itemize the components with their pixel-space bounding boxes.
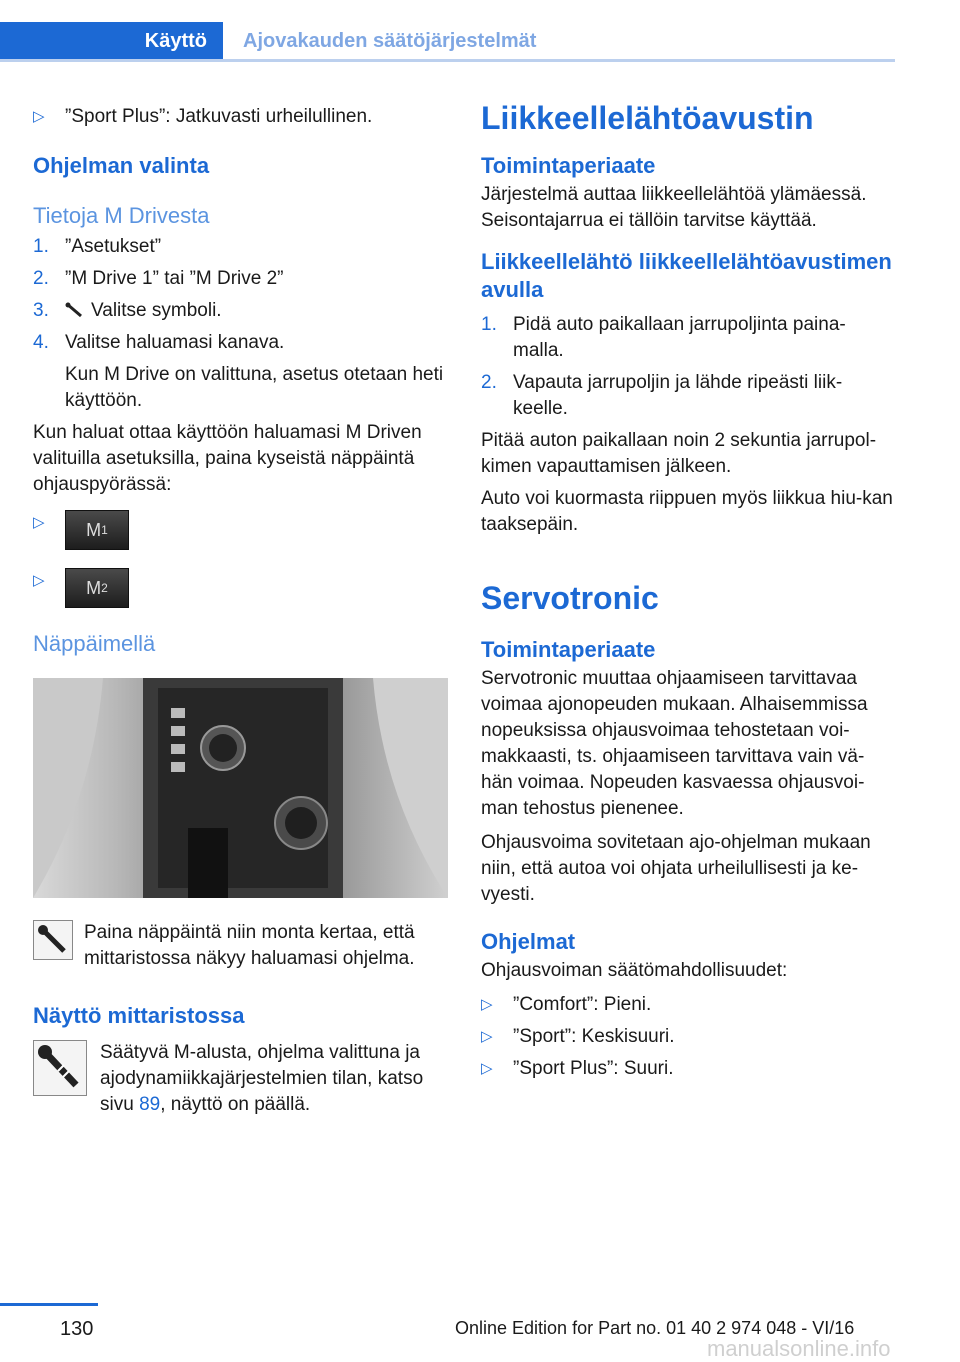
keypad-note-row — [33, 920, 448, 972]
triangle-bullet-icon: ▷ — [33, 108, 45, 125]
wrench-symbol-icon — [65, 302, 83, 318]
display-note-row — [33, 1040, 448, 1118]
m1-button-image: M 1 — [65, 510, 129, 550]
step-note: Kun M Drive on valittuna, asetus otetaan heti käyttöön. — [65, 364, 444, 411]
paragraph: Ohjausvoima sovitetaan ajo-ohjelman mukaan niin, että autoa voi ohjata urheilullisesti ja ke-vyesti. — [481, 832, 871, 905]
wrench-symbol-icon — [33, 920, 73, 960]
keypad-note: Paina näppäintä niin monta kertaa, että mittaristossa näkyy haluamasi ohjelma. — [84, 922, 415, 969]
heading-instrument-display: Näyttö mittaristossa — [33, 1003, 245, 1028]
m2-button-image: M 2 — [65, 568, 129, 608]
list-item: 4. Valitse haluamasi kanava. — [33, 332, 285, 353]
list-item: 3. Valitse symboli. — [33, 300, 222, 321]
triangle-bullet-icon: ▷ — [481, 1060, 493, 1077]
watermark: manualsonline.info — [707, 1336, 891, 1361]
heading-mdrive-info: Tietoja M Drivesta — [33, 203, 210, 228]
paragraph: Järjestelmä auttaa liikkeellelähtöä ylämäessä. Seisontajarrua ei tällöin tarvitse käyttää. — [481, 184, 867, 231]
list-item: 1. Pidä auto paikallaan jarrupoljinta paina-malla. — [481, 314, 846, 361]
triangle-bullet-icon: ▷ — [481, 1028, 493, 1045]
list-item: ▷ ”Comfort”: Pieni. — [481, 992, 893, 1018]
paragraph: Servotronic muuttaa ohjaamiseen tarvittavaa voimaa ajonopeuden mukaan. Alhaisemmissa nopeuksissa ohjausvoimaa tehostetaan voi-makkaasti, ts. ohjaamiseen tarvittava vain vä-hän voimaa. Nopeuden kasvaessa ohjausvoi-man tehostus pienenee. — [481, 668, 868, 819]
section-tab[interactable]: Ajovakauden säätöjärjestelmät — [223, 22, 895, 60]
page-header — [0, 22, 895, 62]
triangle-bullet-icon: ▷ — [481, 996, 493, 1013]
paragraph: Ohjausvoiman säätömahdollisuudet: — [481, 960, 788, 981]
heading-launch-assist: Liikkeellelähtöavustin — [481, 100, 814, 136]
heading-programs: Ohjelmat — [481, 929, 576, 954]
heading-program-select: Ohjelman valinta — [33, 153, 210, 178]
paragraph: Kun haluat ottaa käyttöön haluamasi M Driven valituilla asetuksilla, paina kyseistä näppäintä ohjauspyörässä: — [33, 422, 422, 495]
list-item: ▷ ”Sport”: Keskisuuri. — [481, 1024, 893, 1050]
list-item: 2. Vapauta jarrupoljin ja lähde ripeästi liik-keelle. — [481, 372, 843, 419]
center-console-photo — [33, 678, 448, 898]
heading-keypad: Näppäimellä — [33, 631, 156, 656]
list-item: 1. ”Asetukset” — [33, 236, 162, 257]
left-column — [33, 96, 448, 1118]
page-number: 130 — [60, 1318, 94, 1340]
triangle-bullet-icon: ▷ — [33, 572, 45, 589]
list-item — [33, 510, 448, 550]
list-item: 2. ”M Drive 1” tai ”M Drive 2” — [33, 268, 284, 289]
console-illustration — [33, 678, 448, 898]
list-item: ▷ ”Sport Plus”: Jatkuvasti urheilullinen. — [33, 104, 448, 130]
footer-rule — [0, 1303, 98, 1306]
chassis-status-icon — [33, 1040, 87, 1096]
heading-launch-with: Liikkeellelähtö liikkeellelähtöavustimen avulla — [481, 249, 892, 302]
heading-servotronic: Servotronic — [481, 580, 659, 616]
list-item: ▷ ”Sport Plus”: Suuri. — [481, 1056, 893, 1082]
heading-principle: Toimintaperiaate — [481, 637, 656, 662]
display-note: Säätyvä M-alusta, ohjelma valittuna ja ajodynamiikkajärjestelmien tilan, katso sivu 89, näyttö on päällä. — [100, 1042, 424, 1115]
paragraph: Auto voi kuormasta riippuen myös liikkua hiu-kan taaksepäin. — [481, 488, 893, 535]
triangle-bullet-icon: ▷ — [33, 514, 45, 531]
list-item — [33, 568, 448, 608]
header-rule — [0, 59, 895, 62]
chapter-tab[interactable]: Käyttö — [0, 22, 223, 60]
heading-principle: Toimintaperiaate — [481, 153, 656, 178]
page-link[interactable]: 89 — [139, 1094, 161, 1115]
edition-text: Online Edition for Part no. 01 40 2 974 048 - VI/16 — [455, 1318, 855, 1338]
right-column — [481, 96, 893, 1082]
paragraph: Pitää auton paikallaan noin 2 sekuntia jarrupol-kimen vapauttamisen jälkeen. — [481, 430, 877, 477]
